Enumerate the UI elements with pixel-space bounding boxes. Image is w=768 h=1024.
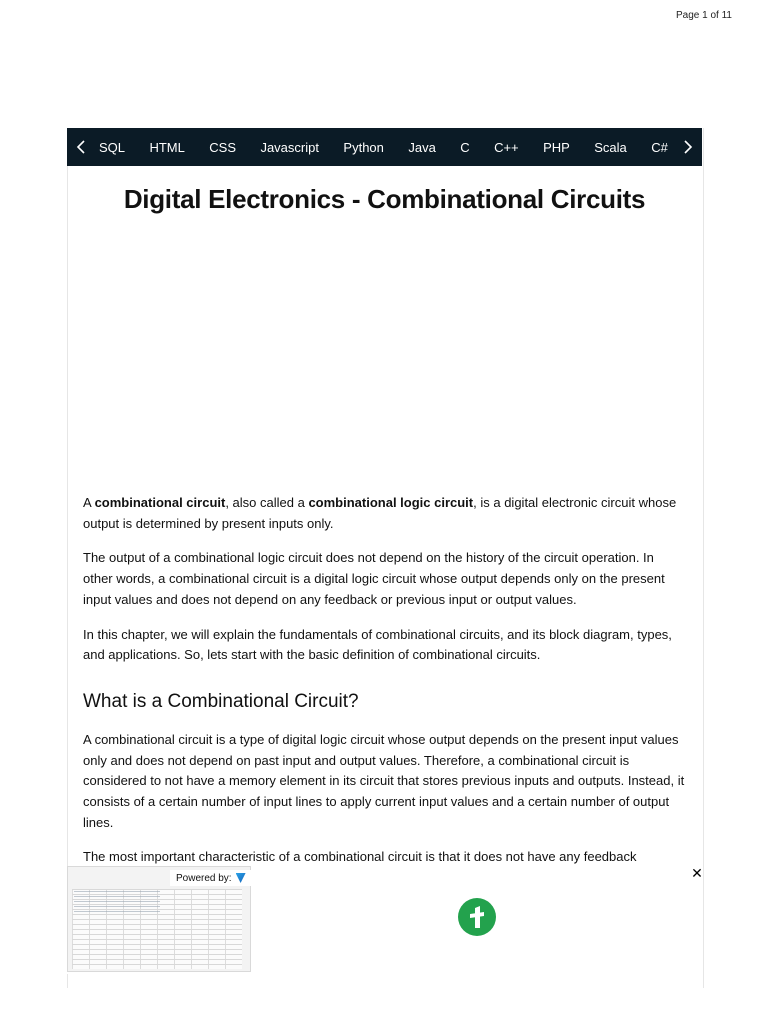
section-paragraph-1: A combinational circuit is a type of digital logic circuit whose output depends on the present input values only and does not depend on past input and output values. Therefore, a combinational circuit is considered to not have a memory element in its circuit that stores previous inputs and outputs. Instead, it consists of a certain number of input lines to apply current input values and a certain number of output lines. bbox=[83, 731, 685, 830]
chevron-left-icon[interactable] bbox=[67, 128, 95, 166]
provider-logo-icon bbox=[236, 873, 246, 883]
spreadsheet-rows bbox=[74, 891, 160, 915]
intro-paragraph-3: In this chapter, we will explain the fundamentals of combinational circuits, and its block diagram, types, and applications. So, lets start with the basic definition of combinational circuits. bbox=[83, 626, 672, 663]
page-number: Page 1 of 11 bbox=[676, 10, 732, 21]
term-combinational-circuit: combinational circuit bbox=[94, 495, 226, 510]
intro-p1-prefix: A bbox=[83, 495, 95, 510]
article-content bbox=[83, 493, 687, 882]
nav-item-sql[interactable]: SQL bbox=[99, 139, 126, 155]
page-title: Digital Electronics - Combinational Circuits bbox=[123, 184, 646, 214]
nav-item-html[interactable]: HTML bbox=[149, 139, 185, 155]
powered-by-label bbox=[170, 870, 252, 886]
nav-item-java[interactable]: Java bbox=[408, 139, 436, 155]
intro-p1-suffix: , is a digital electronic circuit whose output is determined by present inputs only. bbox=[83, 495, 677, 531]
nav-item-cpp[interactable]: C++ bbox=[494, 139, 519, 155]
section-heading: What is a Combinational Circuit? bbox=[83, 690, 359, 712]
nav-item-scala[interactable]: Scala bbox=[594, 139, 627, 155]
nav-item-php[interactable]: PHP bbox=[543, 139, 570, 155]
nav-items bbox=[95, 140, 674, 155]
intro-paragraph-1 bbox=[83, 493, 687, 534]
nav-item-css[interactable]: CSS bbox=[209, 139, 237, 155]
intro-paragraph-2: The output of a combinational logic circuit does not depend on the history of the circuit operation. In other words, a combinational circuit is a digital logic circuit whose output depends only on the present input values and does not depend on any feedback or previous input or output values. bbox=[83, 550, 665, 607]
powered-by-text: Powered by: bbox=[176, 872, 232, 884]
nav-item-javascript[interactable]: Javascript bbox=[260, 139, 319, 155]
close-icon[interactable]: ✕ bbox=[691, 865, 703, 881]
section-paragraph-2: The most important characteristic of a combinational circuit is that it does not have any feedback bbox=[83, 849, 637, 865]
nav-item-c[interactable]: C bbox=[460, 139, 470, 155]
brand-logo-icon bbox=[458, 898, 496, 936]
chevron-right-icon[interactable] bbox=[674, 128, 702, 166]
term-combinational-logic-circuit: combinational logic circuit bbox=[308, 495, 474, 510]
nav-item-csharp[interactable]: C# bbox=[651, 139, 668, 155]
intro-p1-mid: , also called a bbox=[225, 495, 309, 510]
nav-item-python[interactable]: Python bbox=[343, 139, 384, 155]
language-nav-bar bbox=[67, 128, 702, 166]
